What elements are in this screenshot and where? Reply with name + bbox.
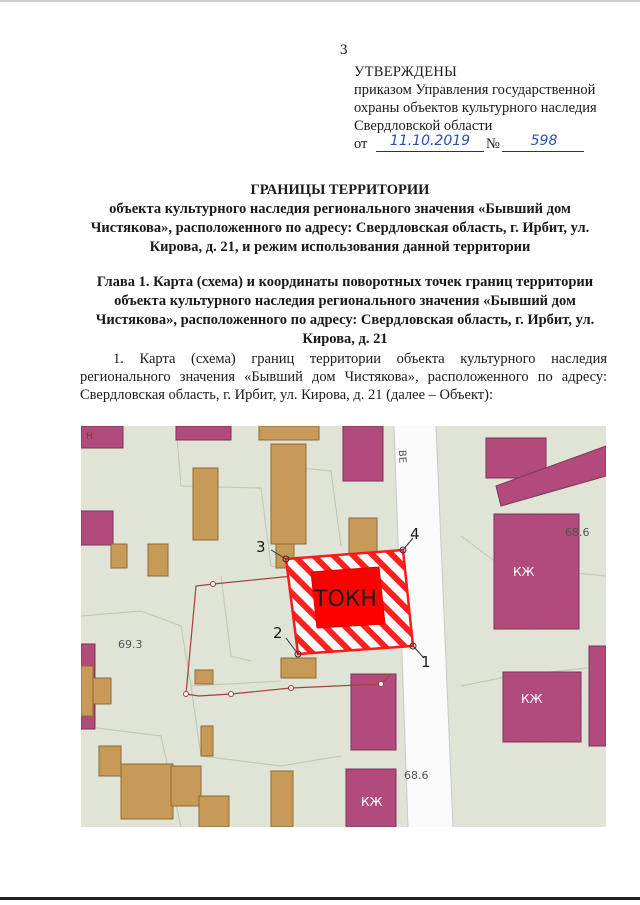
approval-line: охраны объектов культурного наследия	[354, 100, 597, 116]
approval-line: Свердловской области	[354, 118, 493, 134]
elevation-label: 68.6	[404, 769, 429, 782]
page-bottom-edge	[0, 897, 640, 900]
title-subtitle: объекта культурного наследия регионального значения «Бывший дом Чистякова», расположенного по адресу: Свердловская область, г. Ирбит, ул. Кирова, д. 21, и режим использования данной территории	[90, 201, 590, 255]
building	[121, 764, 173, 819]
order-date-handwritten: 11.10.2019	[389, 133, 471, 149]
building	[171, 766, 201, 806]
from-label: от	[354, 136, 368, 152]
number-label: №	[486, 136, 500, 152]
building	[81, 666, 93, 716]
number-underline	[502, 151, 584, 152]
point-label: 1	[421, 653, 431, 671]
building	[349, 518, 377, 554]
object-label: ТОКН	[314, 587, 377, 612]
building	[176, 426, 231, 440]
date-underline	[376, 151, 484, 152]
building-mark: Н	[86, 432, 93, 442]
building	[201, 726, 213, 756]
point-label: 4	[410, 525, 420, 543]
chapter-heading: Глава 1. Карта (схема) и координаты поворотных точек границ территории объекта культурного наследия регионального значения «Бывший дом Чистякова», расположенного по адресу: Свердловская область, г. Ирбит, ул. Кирова, д. 21	[95, 274, 595, 347]
page-top-edge	[0, 0, 640, 2]
building-mark: КЖ	[521, 692, 543, 706]
point-label: 2	[273, 624, 283, 642]
building	[271, 444, 306, 544]
building	[111, 544, 127, 568]
building	[199, 796, 229, 827]
building-mark: КЖ	[513, 565, 535, 579]
building	[81, 511, 113, 545]
building-mark: КЖ	[361, 795, 383, 809]
building	[343, 426, 383, 481]
approval-block	[354, 63, 624, 155]
page-number: 3	[340, 42, 348, 58]
elevation-label: 69.3	[118, 638, 143, 651]
elevation-label: 68.6	[565, 526, 590, 539]
document-title	[70, 181, 610, 257]
building	[271, 771, 293, 827]
approval-line: приказом Управления государственной	[354, 82, 596, 98]
building	[195, 670, 213, 684]
building	[589, 646, 606, 746]
order-number-handwritten: 598	[530, 133, 558, 149]
paragraph-1: 1. Карта (схема) границ территории объекта культурного наследия регионального значения «Бывший дом Чистякова», расположенного по адресу: Свердловская область, г. Ирбит, ул. Кирова, д. 21 (далее – Объект):	[80, 351, 607, 403]
order-date-line	[354, 135, 624, 155]
title-main: ГРАНИЦЫ ТЕРРИТОРИИ	[250, 182, 430, 198]
building	[148, 544, 168, 576]
building	[193, 468, 218, 540]
street-label: ВЕ	[396, 449, 408, 464]
boundary-map	[81, 426, 606, 827]
building	[259, 426, 319, 440]
building	[99, 746, 121, 776]
point-label: 3	[256, 538, 266, 556]
building	[281, 658, 316, 678]
approval-heading: УТВЕРЖДЕНЫ	[354, 64, 458, 80]
building	[93, 678, 111, 704]
